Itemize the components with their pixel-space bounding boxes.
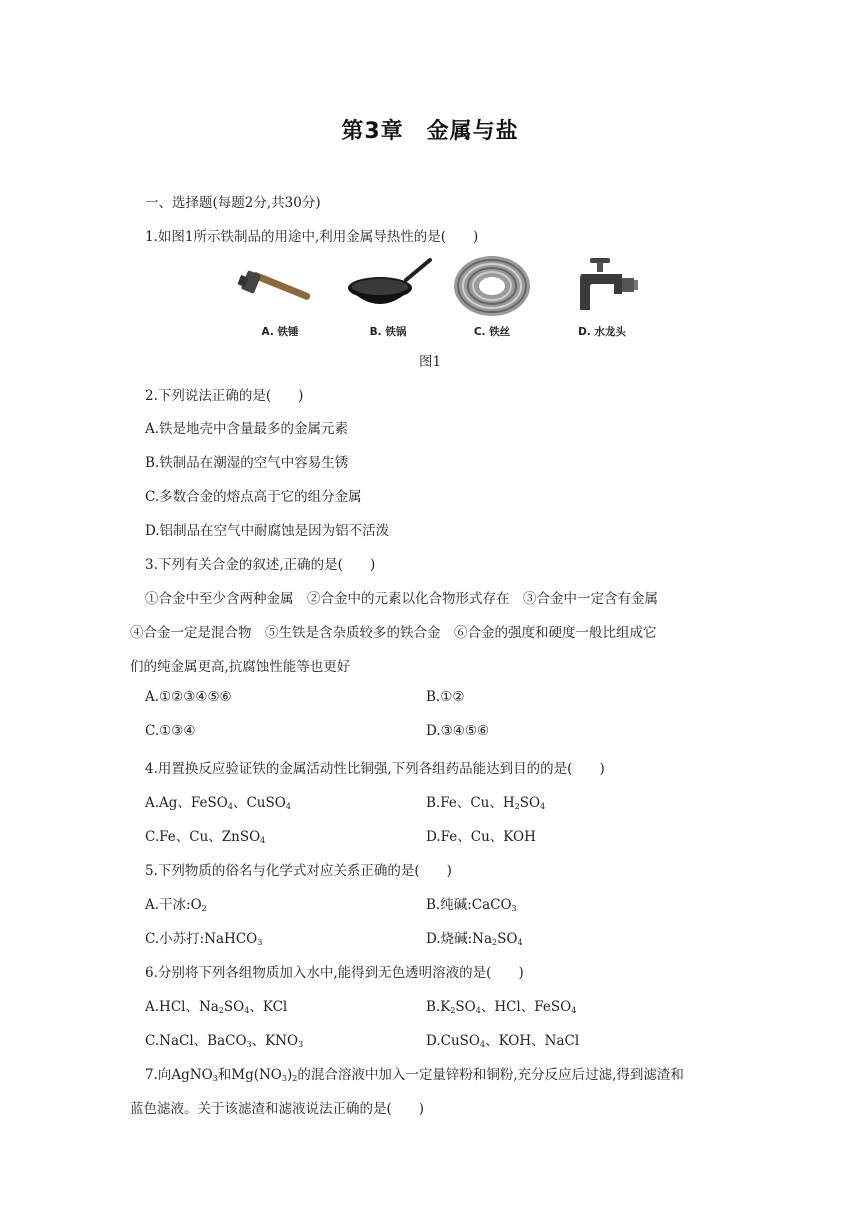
question-3-option-a: A.①②③④⑤⑥ <box>145 689 232 705</box>
question-6-option-a: A.HCl、$Na_2SO_4$、KCl <box>145 999 288 1015</box>
figure-1 <box>230 254 650 344</box>
question-5-stem: 5.下列物质的俗名与化学式对应关系正确的是( ) <box>145 863 452 879</box>
question-4-option-d: D.Fe、Cu、KOH <box>426 829 536 845</box>
question-6-stem: 6.分别将下列各组物质加入水中,能得到无色透明溶液的是( ) <box>145 965 524 981</box>
question-3-option-d: D.③④⑤⑥ <box>426 723 490 739</box>
question-7-stem-line-1: 7.向AgNO$_3$和$Mg(NO_3)_2$的混合溶液中加入一定量锌粉和铜粉,充分反应后过滤,得到滤渣和 <box>145 1067 684 1083</box>
faucet-icon <box>552 254 652 322</box>
figure-caption-c: C. 铁丝 <box>473 326 511 338</box>
question-5-option-b: B.纯碱:CaCO$_3$ <box>426 897 517 913</box>
question-6-option-d: D.CuSO$_4$、KOH、NaCl <box>426 1033 580 1049</box>
figure-caption-d: D. 水龙头 <box>578 326 626 338</box>
question-2-stem: 2.下列说法正确的是( ) <box>145 388 304 404</box>
question-2-option-a: A.铁是地壳中含量最多的金属元素 <box>145 421 349 437</box>
question-4-option-a: A.Ag、FeSO$_4$、CuSO$_4$ <box>145 795 291 811</box>
question-4-stem: 4.用置换反应验证铁的金属活动性比铜强,下列各组药品能达到目的的是( ) <box>145 761 605 777</box>
figure-item-hammer <box>230 254 330 344</box>
question-6-option-b: $B.K_2SO_4$、HCl、FeSO$_4$ <box>426 999 577 1015</box>
question-4-option-c: C.Fe、Cu、ZnSO$_4$ <box>145 829 266 845</box>
question-2-option-c: C.多数合金的熔点高于它的组分金属 <box>145 489 362 505</box>
wok-icon <box>338 254 438 322</box>
figure-item-faucet <box>552 254 652 344</box>
question-4-option-b: B.Fe、Cu、$H_2SO_4$ <box>426 795 546 811</box>
question-3-body-line-3: 们的纯金属更高,抗腐蚀性能等也更好 <box>130 659 351 675</box>
figure-item-wok <box>338 254 438 344</box>
question-3-option-c: C.①③④ <box>145 723 196 739</box>
section-heading: 一、选择题(每题2分,共30分) <box>145 195 321 211</box>
question-5-option-a: A.干冰$:O_2$ <box>145 897 207 913</box>
hammer-icon <box>230 254 330 322</box>
question-1-stem: 1.如图1所示铁制品的用途中,利用金属导热性的是( ) <box>145 229 479 245</box>
question-3-stem: 3.下列有关合金的叙述,正确的是( ) <box>145 557 376 573</box>
figure-caption-a: A. 铁锤 <box>261 326 299 338</box>
question-6-option-c: C.NaCl、BaCO$_3$、$KNO_3$ <box>145 1033 304 1049</box>
question-3-body-line-1: ①合金中至少含两种金属 ②合金中的元素以化合物形式存在 ③合金中一定含有金属 <box>145 591 658 607</box>
wire-coil-icon <box>442 254 542 322</box>
question-5-option-d: D.烧碱$:Na_2SO_4$ <box>426 931 523 947</box>
page-title: 第3章 金属与盐 <box>341 119 519 144</box>
question-3-option-b: B.①② <box>426 689 465 705</box>
question-2-option-b: B.铁制品在潮湿的空气中容易生锈 <box>145 455 349 471</box>
question-5-option-c: C.小苏打:NaHCO$_3$ <box>145 931 263 947</box>
question-2-option-d: D.铝制品在空气中耐腐蚀是因为铝不活泼 <box>145 523 390 539</box>
figure-caption-b: B. 铁锅 <box>369 326 407 338</box>
figure-item-wire <box>442 254 542 344</box>
question-7-stem-line-2: 蓝色滤液。关于该滤渣和滤液说法正确的是( ) <box>130 1101 425 1117</box>
figure-1-label: 图1 <box>418 354 442 370</box>
question-3-body-line-2: ④合金一定是混合物 ⑤生铁是含杂质较多的铁合金 ⑥合金的强度和硬度一般比组成它 <box>130 625 657 641</box>
